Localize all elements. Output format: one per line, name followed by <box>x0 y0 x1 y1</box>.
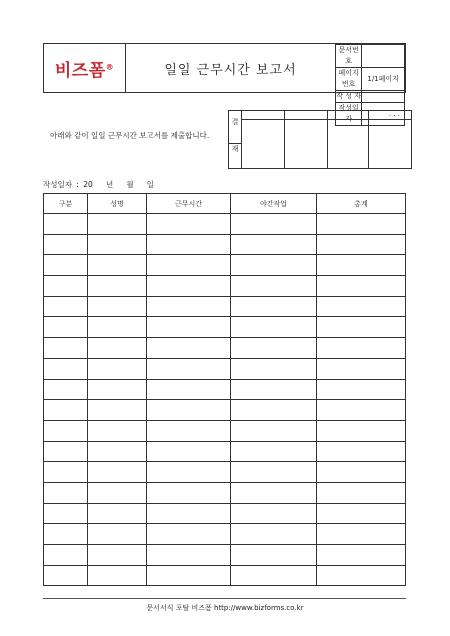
table-body <box>44 214 406 586</box>
table-cell[interactable] <box>317 420 406 441</box>
table-row <box>44 482 406 503</box>
column-header-name: 성명 <box>88 194 147 214</box>
table-cell[interactable] <box>317 482 406 503</box>
column-header-work-hours: 근무시간 <box>147 194 231 214</box>
approval-sign-header[interactable] <box>242 111 285 120</box>
approval-sign-cell[interactable] <box>369 120 412 169</box>
approval-sign-header[interactable] <box>285 111 328 120</box>
table-cell[interactable] <box>88 379 147 400</box>
table-cell[interactable] <box>317 296 406 317</box>
table-cell[interactable] <box>147 400 231 421</box>
table-cell[interactable] <box>147 545 231 566</box>
table-cell[interactable] <box>231 338 317 359</box>
table-header-row <box>44 194 406 214</box>
table-cell[interactable] <box>44 276 88 297</box>
table-row <box>44 255 406 276</box>
approval-label-top: 결 <box>231 118 239 126</box>
table-cell[interactable] <box>317 276 406 297</box>
table-cell[interactable] <box>317 462 406 483</box>
table-cell[interactable] <box>44 462 88 483</box>
column-header-total: 총계 <box>317 194 406 214</box>
table-cell[interactable] <box>147 338 231 359</box>
meta-row <box>336 91 405 103</box>
table-cell[interactable] <box>317 214 406 235</box>
table-cell[interactable] <box>88 296 147 317</box>
logo-cell <box>44 44 126 92</box>
approval-sign-cell[interactable] <box>285 120 328 169</box>
table-cell[interactable] <box>147 276 231 297</box>
approval-sign-header[interactable] <box>328 111 369 120</box>
table-row <box>44 420 406 441</box>
table-cell[interactable] <box>231 296 317 317</box>
table-cell[interactable] <box>44 214 88 235</box>
table-cell[interactable] <box>231 317 317 338</box>
table-cell[interactable] <box>88 338 147 359</box>
table-row <box>44 545 406 566</box>
table-cell[interactable] <box>231 565 317 586</box>
table-cell[interactable] <box>88 545 147 566</box>
table-cell[interactable] <box>88 420 147 441</box>
table-cell[interactable] <box>44 441 88 462</box>
table-cell[interactable] <box>44 482 88 503</box>
logo-text: 비즈폼 <box>54 60 106 81</box>
table-row <box>44 379 406 400</box>
table-cell[interactable] <box>317 234 406 255</box>
meta-value[interactable]: 1/1페이지 <box>362 68 405 91</box>
table-cell[interactable] <box>88 400 147 421</box>
table-cell[interactable] <box>317 545 406 566</box>
table-cell[interactable] <box>88 462 147 483</box>
table-cell[interactable] <box>147 441 231 462</box>
table-cell[interactable] <box>88 441 147 462</box>
table-row <box>44 441 406 462</box>
table-row <box>44 338 406 359</box>
meta-value[interactable]: . . . <box>362 103 405 126</box>
table-cell[interactable] <box>147 358 231 379</box>
table-row <box>44 462 406 483</box>
table-cell[interactable] <box>317 441 406 462</box>
table-cell[interactable] <box>88 524 147 545</box>
table-cell[interactable] <box>231 234 317 255</box>
table-row <box>44 524 406 545</box>
table-cell[interactable] <box>231 503 317 524</box>
table-cell[interactable] <box>147 317 231 338</box>
table-cell[interactable] <box>231 524 317 545</box>
table-cell[interactable] <box>147 524 231 545</box>
table-cell[interactable] <box>88 255 147 276</box>
table-cell[interactable] <box>44 296 88 317</box>
approval-sign-cell[interactable] <box>242 120 285 169</box>
meta-value[interactable] <box>362 45 405 68</box>
table-cell[interactable] <box>231 379 317 400</box>
table-cell[interactable] <box>44 524 88 545</box>
table-cell[interactable] <box>147 379 231 400</box>
table-cell[interactable] <box>147 296 231 317</box>
date-line: 작성일자 : 20 년 월 일 <box>43 180 155 189</box>
table-cell[interactable] <box>44 317 88 338</box>
table-cell[interactable] <box>88 276 147 297</box>
approval-label-top-cell <box>229 111 242 144</box>
bizforms-logo <box>55 56 114 81</box>
table-cell[interactable] <box>147 503 231 524</box>
table-cell[interactable] <box>44 400 88 421</box>
table-row <box>44 317 406 338</box>
table-cell[interactable] <box>147 462 231 483</box>
table-cell[interactable] <box>317 317 406 338</box>
table-cell[interactable] <box>88 234 147 255</box>
meta-key: 작성일자 <box>336 103 362 126</box>
table-cell[interactable] <box>44 338 88 359</box>
table-cell[interactable] <box>147 482 231 503</box>
intro-text: 아래와 같이 일일 근무시간 보고서를 제출합니다. <box>50 131 210 140</box>
footer-divider <box>43 598 406 599</box>
table-cell[interactable] <box>88 358 147 379</box>
table-cell[interactable] <box>44 565 88 586</box>
table-cell[interactable] <box>231 358 317 379</box>
approval-sign-cell[interactable] <box>328 120 369 169</box>
table-cell[interactable] <box>231 214 317 235</box>
logo-registered-mark: ® <box>105 61 115 71</box>
table-cell[interactable] <box>231 420 317 441</box>
table-cell[interactable] <box>317 255 406 276</box>
table-cell[interactable] <box>88 317 147 338</box>
table-cell[interactable] <box>317 338 406 359</box>
table-cell[interactable] <box>44 358 88 379</box>
table-cell[interactable] <box>88 214 147 235</box>
table-cell[interactable] <box>147 214 231 235</box>
table-cell[interactable] <box>44 545 88 566</box>
table-cell[interactable] <box>44 234 88 255</box>
meta-key: 문서번호 <box>336 45 362 68</box>
table-cell[interactable] <box>44 379 88 400</box>
table-row <box>44 296 406 317</box>
table-cell[interactable] <box>88 503 147 524</box>
table-cell[interactable] <box>147 234 231 255</box>
approval-box <box>228 110 412 169</box>
approval-sign-header[interactable] <box>369 111 412 120</box>
document-title: 일일 근무시간 보고서 <box>164 62 297 78</box>
table-cell[interactable] <box>317 358 406 379</box>
table-cell[interactable] <box>231 276 317 297</box>
table-row <box>44 565 406 586</box>
column-header-category: 구분 <box>44 194 88 214</box>
approval-label-bottom-cell <box>229 144 242 169</box>
table-cell[interactable] <box>317 379 406 400</box>
table-cell[interactable] <box>317 524 406 545</box>
worktime-table <box>43 193 406 586</box>
table-cell[interactable] <box>231 482 317 503</box>
table-cell[interactable] <box>44 255 88 276</box>
table-row <box>44 503 406 524</box>
meta-row <box>336 45 405 68</box>
table-row <box>44 276 406 297</box>
table-row <box>44 214 406 235</box>
table-cell[interactable] <box>317 400 406 421</box>
meta-key: 작 성 자 <box>336 91 362 103</box>
document-header <box>43 43 406 123</box>
table-cell[interactable] <box>231 441 317 462</box>
table-cell[interactable] <box>147 420 231 441</box>
table-cell[interactable] <box>44 420 88 441</box>
table-cell[interactable] <box>317 503 406 524</box>
table-cell[interactable] <box>147 565 231 586</box>
column-header-night-work: 야간작업 <box>231 194 317 214</box>
meta-key: 페이지번호 <box>336 68 362 91</box>
table-cell[interactable] <box>231 400 317 421</box>
table-cell[interactable] <box>147 255 231 276</box>
table-row <box>44 234 406 255</box>
table-cell[interactable] <box>231 545 317 566</box>
meta-row <box>336 68 405 91</box>
footer-text: 문서서식 포탈 비즈폼 http://www.bizforms.co.kr <box>146 604 304 612</box>
table-cell[interactable] <box>231 255 317 276</box>
table-cell[interactable] <box>231 462 317 483</box>
table-row <box>44 400 406 421</box>
meta-value[interactable] <box>362 91 405 103</box>
table-row <box>44 358 406 379</box>
approval-label-bottom: 재 <box>231 145 239 153</box>
table-cell[interactable] <box>88 565 147 586</box>
table-cell[interactable] <box>88 482 147 503</box>
table-cell[interactable] <box>317 565 406 586</box>
table-cell[interactable] <box>44 503 88 524</box>
